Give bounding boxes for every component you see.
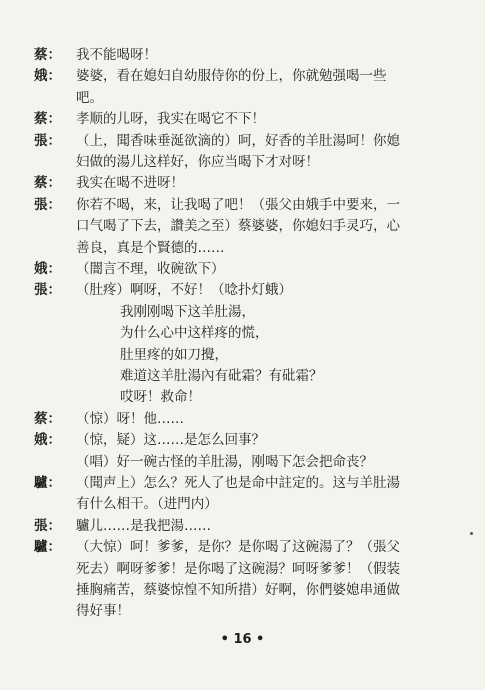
speaker-label: 蔡： bbox=[34, 411, 61, 427]
print-speck bbox=[470, 532, 473, 535]
speaker-label: 娥： bbox=[34, 68, 61, 84]
speaker-label: 蔡： bbox=[34, 111, 61, 127]
speaker-label: 張： bbox=[34, 133, 61, 149]
line-text: （大惊）呵！爹爹，是你？是你喝了这碗湯了？（張父 bbox=[76, 539, 400, 555]
speaker-label: 驢： bbox=[34, 475, 61, 491]
line-text: 口气喝了下去，讚美之至）蔡婆婆，你媳妇手灵巧，心 bbox=[76, 218, 400, 234]
line-text: 哎呀！救命！ bbox=[120, 389, 201, 405]
line-text: （惊，疑）这……是怎么回事？ bbox=[76, 432, 265, 448]
line-text: 我实在喝不进呀！ bbox=[76, 175, 184, 191]
speaker-label: 蔡： bbox=[34, 175, 61, 191]
speaker-label: 娥： bbox=[34, 432, 61, 448]
line-text: 难道这羊肚湯內有砒霜？有砒霜？ bbox=[120, 368, 323, 384]
line-text: 捶胸痛苦，蔡婆惊惶不知所措）好啊，你們婆媳串通做 bbox=[76, 582, 400, 598]
line-text: 孝顺的儿呀，我实在喝它不下！ bbox=[76, 111, 265, 127]
line-text: （肚疼）啊呀，不好！（唸扑灯蛾） bbox=[76, 282, 292, 298]
line-text: 我不能喝呀！ bbox=[76, 47, 157, 63]
line-text: 肚里疼的如刀攪， bbox=[120, 347, 228, 363]
speaker-label: 張： bbox=[34, 197, 61, 213]
speaker-label: 張： bbox=[34, 518, 61, 534]
line-text: 驢儿……是我把湯…… bbox=[76, 518, 211, 534]
line-text: 善良，真是个賢德的…… bbox=[76, 240, 225, 256]
line-text: （聞声上）怎么？死人了也是命中註定的。这与羊肚湯 bbox=[76, 475, 400, 491]
line-text: （上，聞香味垂涎欲滴的）呵，好香的羊肚湯呵！你媳 bbox=[76, 133, 400, 149]
line-text: 有什么相干。（进門内） bbox=[76, 496, 218, 512]
line-text: 我刚刚喝下这羊肚湯， bbox=[120, 304, 255, 320]
line-text: 婆婆，看在媳妇自幼服侍你的份上，你就勉强喝一些 bbox=[76, 68, 387, 84]
speaker-label: 張： bbox=[34, 282, 61, 298]
page-number: • 16 • bbox=[220, 632, 265, 647]
speaker-label: 娥： bbox=[34, 261, 61, 277]
line-text: 妇做的湯儿这样好，你应当喝下才对呀！ bbox=[76, 154, 319, 170]
line-text: （惊）呀！他…… bbox=[76, 411, 184, 427]
line-text: （闇言不理，收碗欲下） bbox=[76, 261, 225, 277]
line-text: 为什么心中这样疼的慌， bbox=[120, 325, 269, 341]
line-text: 死去）啊呀爹爹！是你喝了这碗湯？呵呀爹爹！（假装 bbox=[76, 561, 400, 577]
line-text: 得好事！ bbox=[76, 603, 130, 619]
line-text: 你若不喝，来，让我喝了吧！（張父由娥手中要来，一 bbox=[76, 197, 400, 213]
line-text: （唱）好一碗古怪的羊肚湯，刚喝下怎会把命丧？ bbox=[76, 454, 373, 470]
line-text: 吧。 bbox=[76, 90, 103, 106]
speaker-label: 蔡： bbox=[34, 47, 61, 63]
speaker-label: 驢： bbox=[34, 539, 61, 555]
